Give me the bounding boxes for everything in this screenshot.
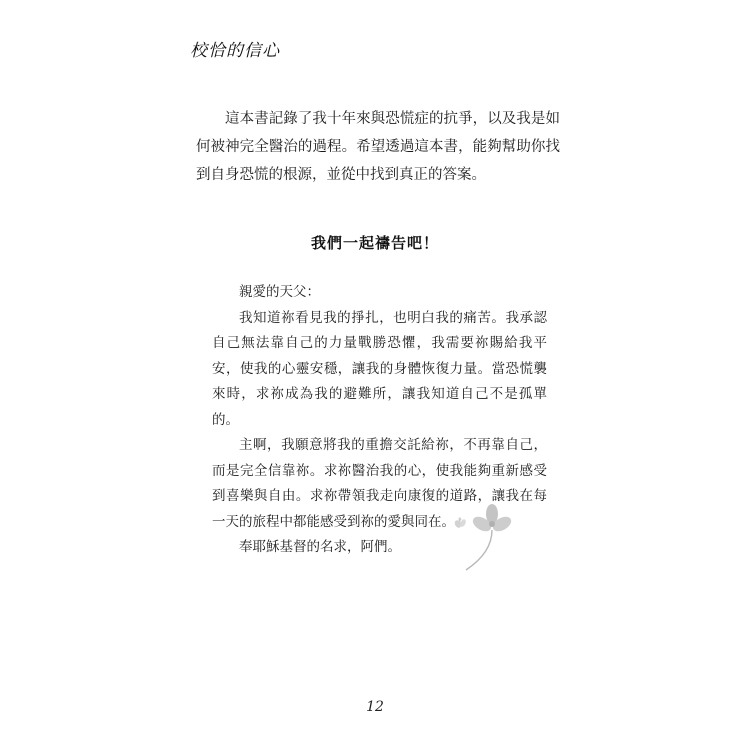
prayer-closing: 奉耶穌基督的名求，阿們。 xyxy=(239,539,401,555)
intro-text xyxy=(196,105,560,189)
flower-illustration xyxy=(448,500,518,575)
prayer-paragraph-1: 我知道祢看見我的掙扎，也明白我的痛苦。我承認自己無法靠自己的力量戰勝恐懼，我需要祢賜給我平安，使我的心靈安穩，讓我的身體恢復力量。當恐慌襲來時，求祢成為我的避難所，讓我知道自己不是孤單的。 xyxy=(212,309,547,428)
prayer-title: 我們一起禱告吧！ xyxy=(310,234,439,252)
prayer-paragraph-2: 主啊，我願意將我的重擔交託給祢，不再靠自己，而是完全信靠祢。求祢醫治我的心，使我能夠重新感受到喜樂與自由。求祢帶領我走向康復的道路，讓我在每一天的旅程中都能感受到祢的愛與同在。 xyxy=(212,437,547,530)
running-head: 校恰的信心 xyxy=(190,41,280,61)
intro-paragraph: 這本書記錄了我十年來與恐慌症的抗爭，以及我是如何被神完全醫治的過程。希望透過這本書，能夠幫助你找到自身恐慌的根源，並從中找到真正的答案。 xyxy=(196,111,560,183)
page-number: 12 xyxy=(366,699,384,715)
prayer-salutation: 親愛的天父： xyxy=(239,284,320,300)
